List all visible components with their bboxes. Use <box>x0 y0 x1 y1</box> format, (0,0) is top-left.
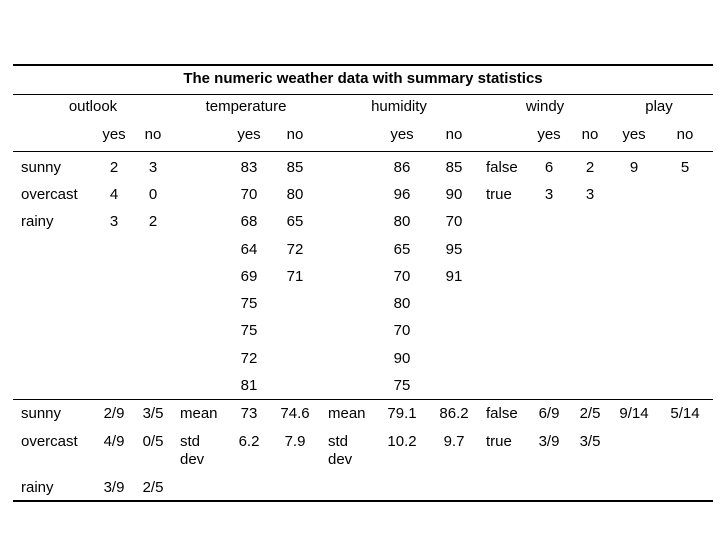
windy-no-fraction: 2/5 <box>579 405 601 422</box>
subheader-outlook-yes: yes <box>102 126 126 143</box>
header-rule <box>13 151 713 152</box>
humidity-no-value: 95 <box>445 241 463 258</box>
outlook-no-fraction: 2/5 <box>142 479 164 496</box>
humidity-no-value: 70 <box>445 213 463 230</box>
subheader-outlook-no: no <box>144 126 162 143</box>
header-play: play <box>645 98 673 115</box>
outlook-yes-fraction: 4/9 <box>103 433 125 450</box>
outlook-label: rainy <box>21 479 54 496</box>
outlook-no-fraction: 3/5 <box>142 405 164 422</box>
play-no-fraction: 5/14 <box>670 405 700 422</box>
humidity-yes-value: 70 <box>393 268 411 285</box>
temperature-yes-value: 64 <box>240 241 258 258</box>
outlook-label: sunny <box>21 159 62 176</box>
windy-no-count: 2 <box>585 159 595 176</box>
outlook-yes-fraction: 2/9 <box>103 405 125 422</box>
humidity-mean-yes: 79.1 <box>387 405 417 422</box>
table-title: The numeric weather data with summary statistics <box>183 70 543 87</box>
header-windy: windy <box>525 98 565 115</box>
bottom-rule <box>13 500 713 502</box>
temperature-mean-label: mean <box>180 405 218 422</box>
top-rule <box>13 64 713 66</box>
outlook-yes-count: 2 <box>109 159 119 176</box>
humidity-std-yes: 10.2 <box>387 433 417 450</box>
humidity-yes-value: 80 <box>393 213 411 230</box>
humidity-yes-value: 86 <box>393 159 411 176</box>
temperature-yes-value: 72 <box>240 350 258 367</box>
outlook-yes-fraction: 3/9 <box>103 479 125 496</box>
outlook-label: sunny <box>21 405 62 422</box>
temperature-std-no: 7.9 <box>284 433 306 450</box>
subheader-temperature-no: no <box>286 126 304 143</box>
humidity-yes-value: 90 <box>393 350 411 367</box>
humidity-yes-value: 75 <box>393 377 411 394</box>
temperature-no-value: 80 <box>286 186 304 203</box>
humidity-yes-value: 65 <box>393 241 411 258</box>
windy-yes-fraction: 6/9 <box>538 405 560 422</box>
humidity-no-value: 85 <box>445 159 463 176</box>
humidity-mean-label: mean <box>328 405 366 422</box>
section-rule <box>13 399 713 400</box>
temperature-no-value: 85 <box>286 159 304 176</box>
temperature-no-value: 71 <box>286 268 304 285</box>
humidity-no-value: 91 <box>445 268 463 285</box>
outlook-no-count: 3 <box>148 159 158 176</box>
subheader-temperature-yes: yes <box>237 126 261 143</box>
subheader-humidity-no: no <box>445 126 463 143</box>
humidity-yes-value: 96 <box>393 186 411 203</box>
humidity-yes-value: 70 <box>393 322 411 339</box>
outlook-no-fraction: 0/5 <box>142 433 164 450</box>
temperature-yes-value: 83 <box>240 159 258 176</box>
temperature-no-value: 72 <box>286 241 304 258</box>
temperature-no-value: 65 <box>286 213 304 230</box>
outlook-yes-count: 4 <box>109 186 119 203</box>
windy-label: true <box>486 433 512 450</box>
subheader-play-no: no <box>676 126 694 143</box>
subheader-play-yes: yes <box>622 126 646 143</box>
temperature-std-label: std dev <box>180 433 205 468</box>
outlook-label: overcast <box>21 433 78 450</box>
windy-label: false <box>486 159 518 176</box>
temperature-yes-value: 70 <box>240 186 258 203</box>
humidity-std-no: 9.7 <box>443 433 465 450</box>
title-rule <box>13 94 713 95</box>
humidity-yes-value: 80 <box>393 295 411 312</box>
header-humidity: humidity <box>371 98 427 115</box>
play-no-count: 5 <box>680 159 690 176</box>
temperature-yes-value: 69 <box>240 268 258 285</box>
humidity-mean-no: 86.2 <box>439 405 469 422</box>
temperature-std-yes: 6.2 <box>238 433 260 450</box>
play-yes-count: 9 <box>629 159 639 176</box>
temperature-yes-value: 68 <box>240 213 258 230</box>
windy-label: false <box>486 405 518 422</box>
header-outlook: outlook <box>68 98 118 115</box>
subheader-windy-yes: yes <box>537 126 561 143</box>
temperature-yes-value: 75 <box>240 295 258 312</box>
outlook-yes-count: 3 <box>109 213 119 230</box>
subheader-humidity-yes: yes <box>390 126 414 143</box>
windy-label: true <box>486 186 512 203</box>
temperature-yes-value: 75 <box>240 322 258 339</box>
play-yes-fraction: 9/14 <box>619 405 649 422</box>
windy-yes-count: 3 <box>544 186 554 203</box>
outlook-label: rainy <box>21 213 54 230</box>
windy-no-count: 3 <box>585 186 595 203</box>
temperature-mean-no: 74.6 <box>280 405 310 422</box>
humidity-no-value: 90 <box>445 186 463 203</box>
windy-no-fraction: 3/5 <box>579 433 601 450</box>
outlook-label: overcast <box>21 186 78 203</box>
outlook-no-count: 2 <box>148 213 158 230</box>
subheader-windy-no: no <box>581 126 599 143</box>
temperature-yes-value: 81 <box>240 377 258 394</box>
humidity-std-label: std dev <box>328 433 353 468</box>
windy-yes-count: 6 <box>544 159 554 176</box>
outlook-no-count: 0 <box>148 186 158 203</box>
header-temperature: temperature <box>205 98 287 115</box>
temperature-mean-yes: 73 <box>240 405 258 422</box>
windy-yes-fraction: 3/9 <box>538 433 560 450</box>
